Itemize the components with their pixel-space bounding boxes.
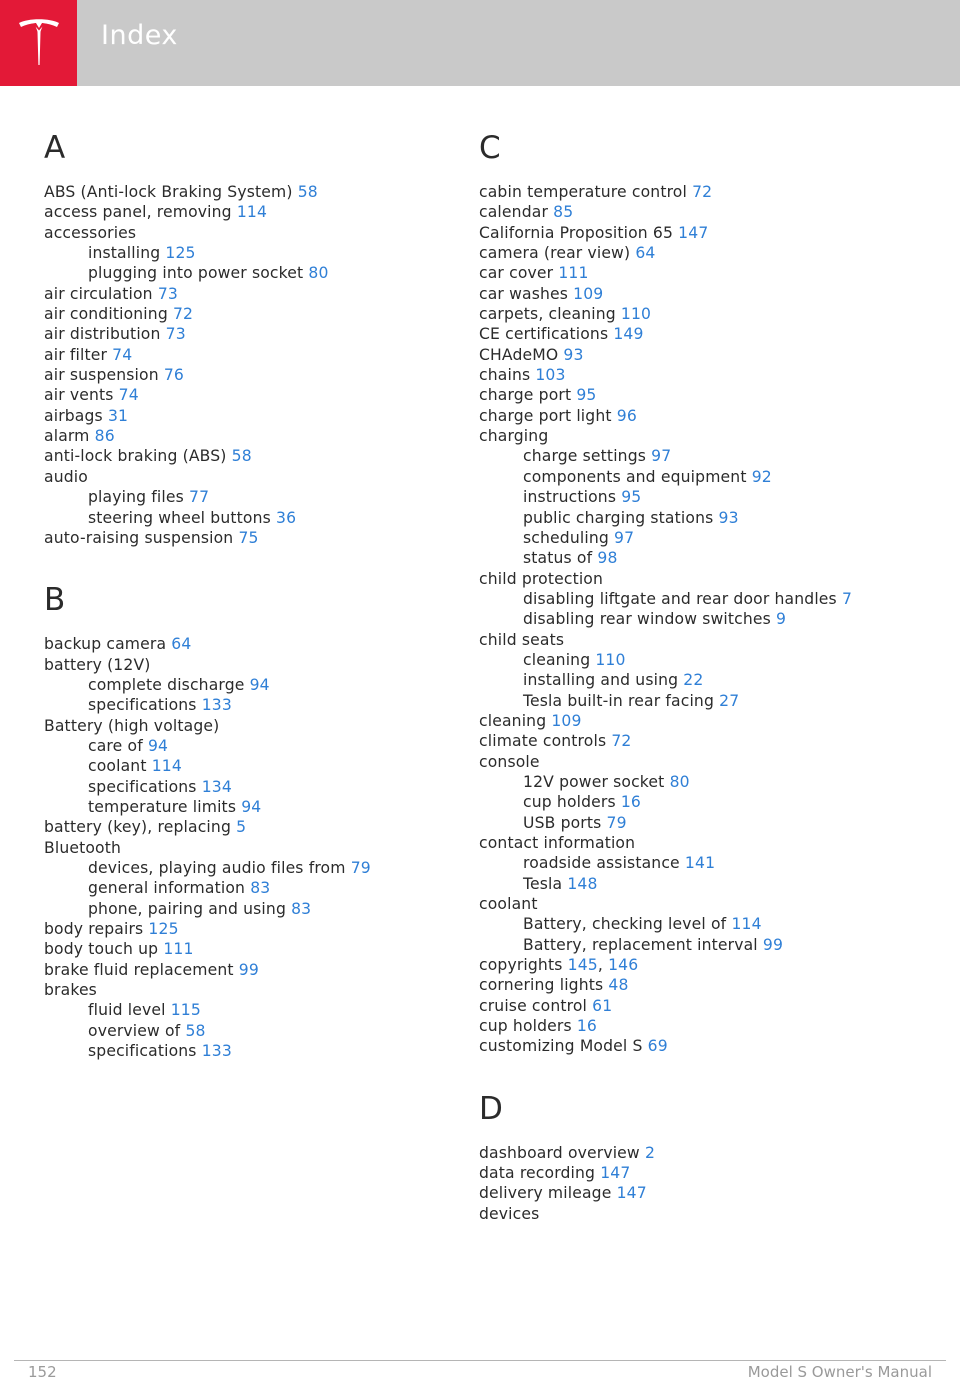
page-link[interactable]: 133: [201, 696, 232, 715]
entry-text: cabin temperature control: [479, 183, 693, 201]
index-subentry: [44, 899, 444, 919]
page-link[interactable]: 125: [165, 244, 196, 263]
index-subentry: [479, 487, 929, 507]
page-link[interactable]: 92: [751, 467, 772, 486]
index-entry: [44, 202, 444, 222]
entry-text: charging: [479, 427, 549, 446]
index-entry: [479, 731, 929, 751]
index-entry: [479, 711, 929, 731]
index-subentry: [479, 691, 929, 711]
page-link[interactable]: 73: [165, 325, 186, 344]
index-subentry: [44, 1021, 444, 1041]
entry-text: cleaning: [479, 711, 552, 730]
footer-page-number: 152: [28, 1363, 57, 1381]
page-link[interactable]: 75: [238, 528, 259, 547]
page-link[interactable]: 115: [170, 1001, 201, 1020]
entry-text: steering wheel buttons: [88, 508, 276, 527]
index-entry: [479, 752, 929, 772]
page-link[interactable]: 149: [613, 325, 644, 344]
page-link[interactable]: 99: [238, 960, 259, 979]
page-link[interactable]: 133: [201, 1042, 232, 1061]
entry-text: roadside assistance: [523, 854, 685, 873]
index-subentry: [479, 914, 929, 934]
page-link[interactable]: 93: [718, 508, 739, 527]
entry-text: phone, pairing and using: [88, 899, 292, 918]
page-link[interactable]: 110: [620, 305, 652, 324]
entry-text: scheduling: [523, 528, 615, 547]
entry-text: anti-lock braking (ABS): [44, 447, 232, 466]
page-link[interactable]: 110: [595, 650, 626, 669]
index-entry: [44, 365, 444, 385]
index-subentry: [479, 446, 929, 466]
entry-text: child seats: [479, 630, 565, 649]
page-link[interactable]: 147: [678, 223, 709, 242]
index-subentry: [44, 797, 444, 817]
page-link[interactable]: 5: [236, 818, 247, 837]
entry-text: auto-raising suspension: [44, 528, 239, 547]
entry-text: components and equipment: [523, 467, 752, 486]
page-link[interactable]: 79: [350, 858, 371, 877]
page-link[interactable]: 114: [151, 757, 182, 776]
entry-text: CE certifications: [479, 325, 614, 344]
entry-text: customizing Model S: [479, 1037, 648, 1056]
entry-text: USB ports: [523, 813, 607, 832]
page-link[interactable]: 58: [297, 183, 318, 201]
page-link[interactable]: 95: [621, 488, 642, 507]
entry-text: CHAdeMO: [479, 345, 564, 364]
page-link[interactable]: 147: [600, 1164, 631, 1183]
index-entry: [479, 324, 929, 344]
entry-text: camera (rear view): [479, 244, 636, 263]
index-entry: [479, 385, 929, 405]
page-link[interactable]: 36: [276, 508, 297, 527]
entry-text: Battery, replacement interval: [523, 935, 763, 954]
page-link[interactable]: 114: [236, 203, 268, 222]
section-letter: A: [44, 130, 66, 166]
page-link[interactable]: 85: [553, 203, 574, 222]
index-subentry: [44, 858, 444, 878]
entry-text: delivery mileage: [479, 1184, 617, 1203]
index-entry: [44, 406, 444, 426]
index-subentry: [44, 736, 444, 756]
entry-text: cleaning: [523, 650, 596, 669]
entry-text: California Proposition 65: [479, 223, 679, 242]
page-link[interactable]: 27: [719, 691, 740, 710]
footer-divider: [14, 1360, 946, 1361]
entry-text: playing files: [88, 488, 190, 507]
entry-text: audio: [44, 467, 88, 486]
page-link[interactable]: 80: [308, 264, 329, 283]
index-entry: [479, 894, 929, 914]
index-entry: [44, 426, 444, 446]
index-subentry: [44, 777, 444, 797]
index-entry: [479, 202, 929, 222]
index-entry: [44, 655, 444, 675]
page-link[interactable]: 64: [171, 635, 192, 654]
entry-text: alarm: [44, 427, 95, 446]
page-link[interactable]: 73: [157, 284, 178, 303]
index-entry: [44, 939, 444, 959]
index-subentry: [479, 589, 929, 609]
index-section: [479, 1089, 929, 1224]
entry-text: airbags: [44, 406, 108, 425]
index-entry: [44, 817, 444, 837]
index-section: [44, 580, 444, 1061]
entry-text: air conditioning: [44, 305, 173, 324]
page-link[interactable]: 79: [606, 813, 627, 832]
index-subentry: [44, 1041, 444, 1061]
index-entry: [479, 955, 929, 975]
entry-text: devices: [479, 1204, 540, 1223]
page-link[interactable]: 69: [647, 1037, 668, 1056]
index-subentry: [44, 263, 444, 283]
page-link[interactable]: 2: [644, 1143, 656, 1162]
page-link[interactable]: 74: [118, 386, 139, 405]
entry-text: body touch up: [44, 940, 164, 959]
entry-text: backup camera: [44, 635, 172, 654]
entry-text: brakes: [44, 981, 97, 1000]
index-entry: [479, 569, 929, 589]
page-link[interactable]: 109: [551, 711, 582, 730]
entry-text: air circulation: [44, 284, 158, 303]
page-link[interactable]: 93: [563, 345, 584, 364]
entry-text: chains: [479, 366, 536, 385]
index-column-left: [44, 128, 444, 1061]
page-link[interactable]: 58: [231, 447, 252, 466]
entry-text: Tesla built-in rear facing: [523, 691, 720, 710]
entry-text: status of: [523, 549, 598, 568]
index-entry: [44, 467, 444, 487]
page-link[interactable]: 72: [611, 732, 632, 751]
entry-text: coolant: [88, 757, 152, 776]
index-entry: [44, 223, 444, 243]
page-link[interactable]: 31: [107, 406, 129, 425]
page-link[interactable]: 103: [535, 366, 566, 385]
section-letter: D: [479, 1090, 503, 1127]
index-subentry: [44, 487, 444, 507]
page-link[interactable]: 94: [147, 736, 169, 755]
entry-text: Battery (high voltage): [44, 716, 220, 735]
page-link[interactable]: 22: [683, 671, 704, 690]
entry-text: disabling rear window switches: [523, 610, 777, 629]
entry-text: specifications: [88, 696, 202, 715]
page-link[interactable]: 147: [616, 1184, 647, 1203]
entry-text: general information: [88, 879, 251, 898]
index-column-right: [479, 128, 929, 1224]
index-entry: [479, 996, 929, 1016]
page-link[interactable]: 134: [201, 777, 232, 796]
index-entry: [44, 960, 444, 980]
index-entry: [44, 716, 444, 736]
footer-document-title: Model S Owner's Manual: [747, 1363, 932, 1381]
entry-text: charge port light: [479, 406, 617, 425]
page-link[interactable]: 61: [592, 996, 613, 1015]
page-link[interactable]: 114: [731, 915, 762, 934]
page-link[interactable]: 111: [163, 940, 194, 959]
page-link[interactable]: 9: [776, 610, 787, 629]
index-entry: [479, 1036, 929, 1056]
page-link[interactable]: 146: [608, 956, 639, 975]
index-entry: [479, 1183, 929, 1203]
index-entry: [44, 838, 444, 858]
entry-text: devices, playing audio files from: [88, 858, 351, 877]
entry-text: fluid level: [88, 1001, 171, 1020]
index-subentry: [44, 243, 444, 263]
index-subentry: [479, 650, 929, 670]
index-entry: [479, 975, 929, 995]
entry-text: disabling liftgate and rear door handles: [523, 589, 842, 608]
entry-text: instructions: [523, 488, 622, 507]
section-letter: C: [479, 130, 501, 166]
index-entry: [44, 919, 444, 939]
entry-text: Bluetooth: [44, 838, 122, 857]
page-link[interactable]: 76: [163, 366, 185, 385]
entry-text: air distribution: [44, 325, 166, 344]
entry-text: cup holders: [523, 793, 621, 812]
index-subentry: [44, 756, 444, 776]
index-subentry: [479, 528, 929, 548]
page-header: [0, 0, 960, 86]
page-link[interactable]: 48: [608, 976, 629, 995]
index-entry: [44, 304, 444, 324]
entry-text: battery (12V): [44, 655, 151, 674]
entry-text: access panel, removing: [44, 203, 237, 222]
page-link[interactable]: 148: [567, 874, 598, 893]
index-subentry: [479, 670, 929, 690]
index-section: [44, 128, 444, 548]
page-link[interactable]: 111: [558, 264, 589, 283]
entry-text: battery (key), replacing: [44, 818, 237, 837]
index-subentry: [479, 508, 929, 528]
page-title: Index: [101, 20, 178, 51]
index-entry: [44, 284, 444, 304]
page-link[interactable]: 109: [573, 284, 604, 303]
page-link[interactable]: 97: [614, 528, 635, 547]
page-link[interactable]: 77: [189, 488, 210, 507]
index-entry: [44, 528, 444, 548]
entry-text: Battery, checking level of: [523, 915, 732, 934]
index-entry: [479, 182, 929, 202]
entry-text: plugging into power socket: [88, 264, 309, 283]
entry-text: complete discharge: [88, 675, 250, 694]
page-link[interactable]: 94: [249, 675, 270, 694]
entry-text: specifications: [88, 777, 202, 796]
entry-text: temperature limits: [88, 797, 242, 816]
page-link[interactable]: 145: [567, 956, 598, 975]
page-link[interactable]: 58: [185, 1021, 206, 1040]
index-entry: [479, 345, 929, 365]
entry-text: installing and using: [523, 671, 684, 690]
entry-text: ABS (Anti-lock Braking System): [44, 183, 298, 201]
index-entry: [479, 223, 929, 243]
tesla-logo-icon: [0, 0, 77, 86]
index-subentry: [479, 792, 929, 812]
index-entry: [479, 263, 929, 283]
entry-text: dashboard overview: [479, 1143, 645, 1162]
page-link[interactable]: 83: [291, 899, 312, 918]
page-link[interactable]: 86: [94, 427, 115, 446]
index-subentry: [479, 874, 929, 894]
section-letter: B: [44, 582, 66, 619]
page-link[interactable]: 16: [576, 1017, 598, 1036]
entry-text: cornering lights: [479, 976, 609, 995]
index-entry: [44, 324, 444, 344]
index-entry: [44, 385, 444, 405]
index-subentry: [479, 772, 929, 792]
entry-text: charge settings: [523, 447, 652, 466]
index-subentry: [479, 467, 929, 487]
index-subentry: [479, 813, 929, 833]
entry-text: overview of: [88, 1021, 186, 1040]
entry-text: brake fluid replacement: [44, 960, 239, 979]
entry-text: climate controls: [479, 732, 612, 751]
page-link[interactable]: 80: [669, 772, 690, 791]
page-link[interactable]: 74: [112, 345, 133, 364]
entry-text: installing: [88, 244, 166, 263]
index-entry: [44, 345, 444, 365]
index-subentry: [479, 935, 929, 955]
page-link[interactable]: 95: [576, 386, 597, 405]
entry-text: cruise control: [479, 996, 593, 1015]
entry-text: coolant: [479, 895, 538, 914]
entry-text: cup holders: [479, 1017, 577, 1036]
entry-text: data recording: [479, 1164, 601, 1183]
entry-text: body repairs: [44, 920, 149, 938]
entry-text: 12V power socket: [523, 772, 670, 791]
index-entry: [479, 304, 929, 324]
index-entry: [479, 1204, 929, 1224]
page-link[interactable]: 125: [148, 920, 179, 938]
page-link[interactable]: 72: [692, 183, 713, 201]
entry-text: charge port: [479, 386, 577, 405]
index-entry: [44, 634, 444, 654]
entry-text: specifications: [88, 1042, 202, 1061]
index-subentry: [44, 508, 444, 528]
page-link[interactable]: 97: [651, 447, 672, 466]
page-link[interactable]: 83: [250, 879, 271, 898]
index-entry: [44, 182, 444, 202]
entry-text: public charging stations: [523, 508, 719, 527]
index-entry: [479, 426, 929, 446]
index-entry: [479, 243, 929, 263]
page-link[interactable]: 94: [241, 797, 262, 816]
entry-text: contact information: [479, 834, 636, 852]
entry-text: air filter: [44, 345, 113, 364]
index-subentry: [44, 675, 444, 695]
page-separator: ,: [597, 956, 609, 975]
entry-text: air suspension: [44, 366, 164, 385]
entry-text: child protection: [479, 569, 604, 588]
page-link[interactable]: 64: [635, 244, 656, 263]
index-subentry: [479, 548, 929, 568]
page-link[interactable]: 141: [684, 854, 716, 873]
index-subentry: [44, 1000, 444, 1020]
entry-text: accessories: [44, 223, 137, 242]
index-entry: [479, 833, 929, 853]
entry-text: calendar: [479, 203, 554, 222]
index-entry: [479, 1163, 929, 1183]
index-entry: [479, 406, 929, 426]
page-link[interactable]: 99: [762, 935, 784, 954]
entry-text: car washes: [479, 284, 574, 303]
index-entry: [479, 1016, 929, 1036]
entry-text: console: [479, 752, 540, 771]
page-link[interactable]: 7: [841, 589, 853, 608]
page-link[interactable]: 16: [620, 793, 642, 812]
index-entry: [479, 365, 929, 385]
index-entry: [479, 630, 929, 650]
index-entry: [44, 446, 444, 466]
page-link[interactable]: 96: [616, 406, 637, 425]
index-entry: [479, 1143, 929, 1163]
index-section: [479, 128, 929, 1057]
entry-text: Tesla: [523, 874, 568, 893]
index-subentry: [44, 878, 444, 898]
index-entry: [479, 284, 929, 304]
entry-text: air vents: [44, 386, 119, 405]
page-link[interactable]: 98: [597, 549, 618, 568]
entry-text: carpets, cleaning: [479, 305, 621, 324]
entry-text: copyrights: [479, 956, 568, 975]
index-subentry: [479, 609, 929, 629]
page-link[interactable]: 72: [172, 305, 194, 324]
index-entry: [44, 980, 444, 1000]
index-subentry: [479, 853, 929, 873]
entry-text: car cover: [479, 264, 559, 283]
entry-text: care of: [88, 736, 148, 755]
index-subentry: [44, 695, 444, 715]
